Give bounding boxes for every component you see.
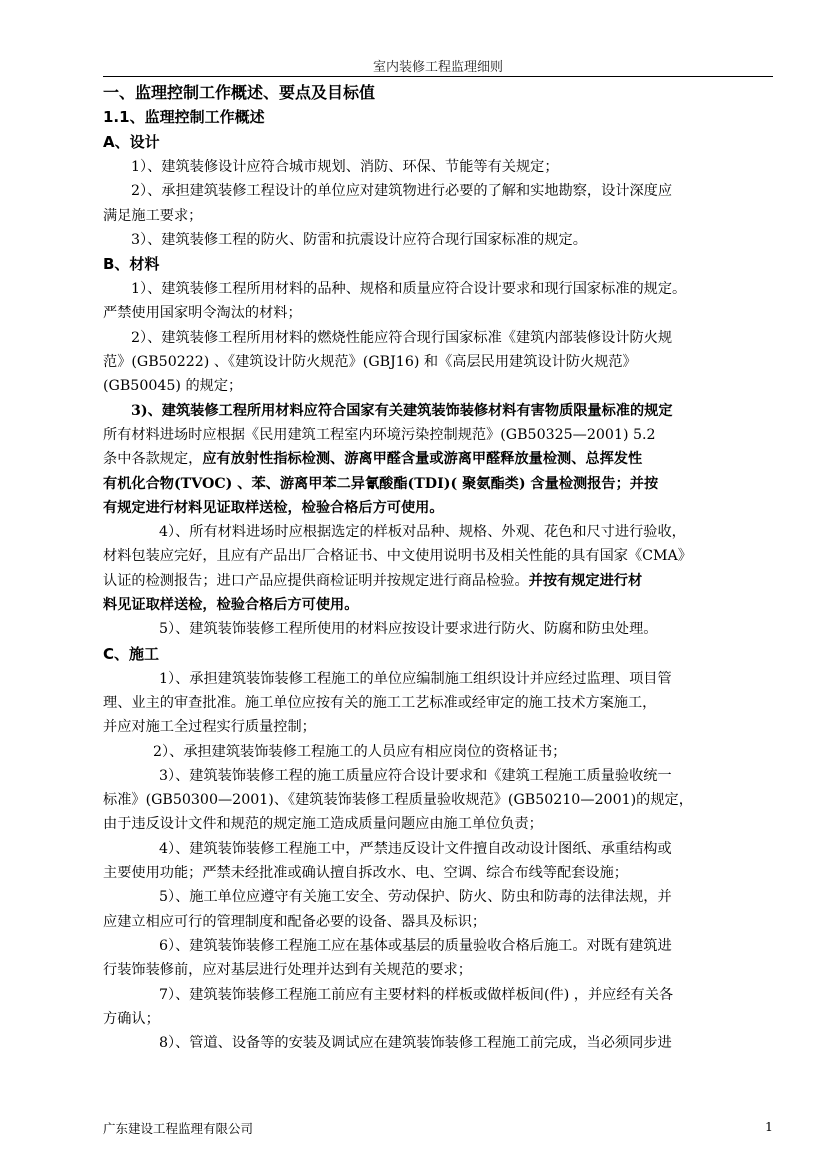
materials-item-4-cont: [103, 569, 773, 593]
materials-item-3-emphasis: 应有放射性指标检测、游离甲醛含量或游离甲醛释放量检测、总挥发性: [202, 451, 643, 468]
construction-item-4: 4）、建筑装饰装修工程施工中，严禁违反设计文件擅自改动设计图纸、承重结构或: [159, 840, 672, 857]
materials-item-1-cont: 严禁使用国家明令淘汰的材料；: [103, 305, 302, 322]
materials-item-4-text: 认证的检测报告；进口产品应提供商检证明并按规定进行商品检验。: [103, 572, 529, 589]
page-footer: [103, 1119, 773, 1139]
subsection-title: 1.1、监理控制工作概述: [103, 108, 265, 126]
materials-item-5: 5）、建筑装饰装修工程所使用的材料应按设计要求进行防火、防腐和防虫处理。: [159, 621, 658, 638]
design-heading: A、设计: [103, 133, 160, 151]
construction-item-1-cont: 并应对施工全过程实行质量控制；: [103, 719, 316, 736]
design-item-3: 3）、建筑装修工程的防火、防雷和抗震设计应符合现行国家标准的规定。: [131, 231, 587, 248]
construction-item-1: 1）、承担建筑装饰装修工程施工的单位应编制施工组织设计并应经过监理、项目管: [159, 670, 672, 687]
construction-item-3: 3）、建筑装饰装修工程的施工质量应符合设计要求和《建筑工程施工质量验收统一: [159, 767, 672, 784]
materials-item-3-cont: 有机化合物(TVOC) 、苯、游离甲苯二异氰酸酯(TDI)( 聚氨酯类) 含量检测报告；并按: [103, 475, 659, 492]
construction-heading: C、施工: [103, 644, 160, 663]
materials-item-4-cont: 材料包装应完好，且应有产品出厂合格证书、中文使用说明书及相关性能的具有国家《CMA》: [103, 548, 692, 565]
materials-paragraphs: [103, 277, 773, 641]
construction-item-3-cont: 由于违反设计文件和规范的规定施工造成质量问题应由施工单位负责；: [103, 816, 543, 833]
construction-item-8: 8）、管道、设备等的安装及调试应在建筑装饰装修工程施工前完成，当必须同步进: [159, 1035, 672, 1052]
construction-paragraphs: [103, 667, 773, 1056]
page-number: 1: [765, 1119, 773, 1134]
materials-item-2-cont: 范》(GB50222) 、《建筑设计防火规范》(GBJ16) 和《高层民用建筑设计防火规范》: [103, 354, 637, 371]
construction-item-7-cont: 方确认；: [103, 1010, 160, 1027]
construction-item-2: 2）、承担建筑装饰装修工程施工的人员应有相应岗位的资格证书；: [153, 743, 567, 760]
materials-item-4-emphasis: 并按有规定进行材: [528, 572, 643, 589]
header-divider: [103, 76, 773, 77]
materials-item-4: 4）、所有材料进场时应根据选定的样板对品种、规格、外观、花色和尺寸进行验收，: [159, 524, 686, 541]
construction-item-3-cont: 标准》(GB50300—2001)、《建筑装饰装修工程质量验收规范》(GB50210—2001)的规定，: [103, 792, 693, 809]
construction-item-5-cont: 应建立相应可行的管理制度和配备必要的设备、器具及标识；: [103, 913, 487, 930]
footer-company: 广东建设工程监理有限公司: [103, 1121, 254, 1136]
construction-item-6: 6）、建筑装饰装修工程施工应在基体或基层的质量验收合格后施工。对既有建筑进: [159, 937, 672, 954]
materials-heading: B、材料: [103, 255, 160, 274]
document-body: [103, 80, 773, 1055]
materials-item-2: 2）、建筑装修工程所用材料的燃烧性能应符合现行国家标准《建筑内部装修设计防火规: [131, 329, 673, 346]
construction-item-7: 7）、建筑装饰装修工程施工前应有主要材料的样板或做样板间(件) ，并应经有关各: [159, 986, 674, 1003]
materials-item-3-cont: 所有材料进场时应根据《民用建筑工程室内环境污染控制规范》(GB50325—2001) 5.2: [103, 426, 656, 443]
materials-item-2-cont: (GB50045) 的规定；: [103, 378, 243, 395]
materials-item-3-text: 条中各款规定，: [103, 451, 203, 468]
construction-item-1-cont: 理、业主的审查批准。施工单位应按有关的施工工艺标准或经审定的施工技术方案施工，: [103, 694, 657, 711]
construction-item-5: 5）、施工单位应遵守有关施工安全、劳动保护、防火、防虫和防毒的法律法规，并: [159, 889, 672, 906]
section-title: 一、监理控制工作概述、要点及目标值: [103, 83, 376, 102]
design-item-2-cont: 满足施工要求；: [103, 207, 203, 224]
materials-item-3-cont: [103, 447, 773, 471]
materials-item-3: 3)、建筑装修工程所用材料应符合国家有关建筑装饰装修材料有害物质限量标准的规定: [131, 402, 673, 419]
construction-item-4-cont: 主要使用功能；严禁未经批准或确认擅自拆改水、电、空调、综合布线等配套设施；: [103, 865, 628, 882]
design-item-2: 2）、承担建筑装修工程设计的单位应对建筑物进行必要的了解和实地勘察，设计深度应: [131, 183, 673, 200]
materials-item-4-cont: 料见证取样送检，检验合格后方可使用。: [103, 597, 359, 614]
design-paragraphs: [103, 155, 773, 252]
materials-item-3-cont: 有规定进行材料见证取样送检，检验合格后方可使用。: [103, 499, 444, 516]
construction-item-6-cont: 行装饰装修前，应对基层进行处理并达到有关规范的要求；: [103, 962, 472, 979]
page-header: 室内装修工程监理细则: [372, 60, 503, 75]
design-item-1: 1）、建筑装修设计应符合城市规划、消防、环保、节能等有关规定；: [131, 159, 559, 175]
materials-item-1: 1）、建筑装修工程所用材料的品种、规格和质量应符合设计要求和现行国家标准的规定。: [131, 281, 687, 298]
